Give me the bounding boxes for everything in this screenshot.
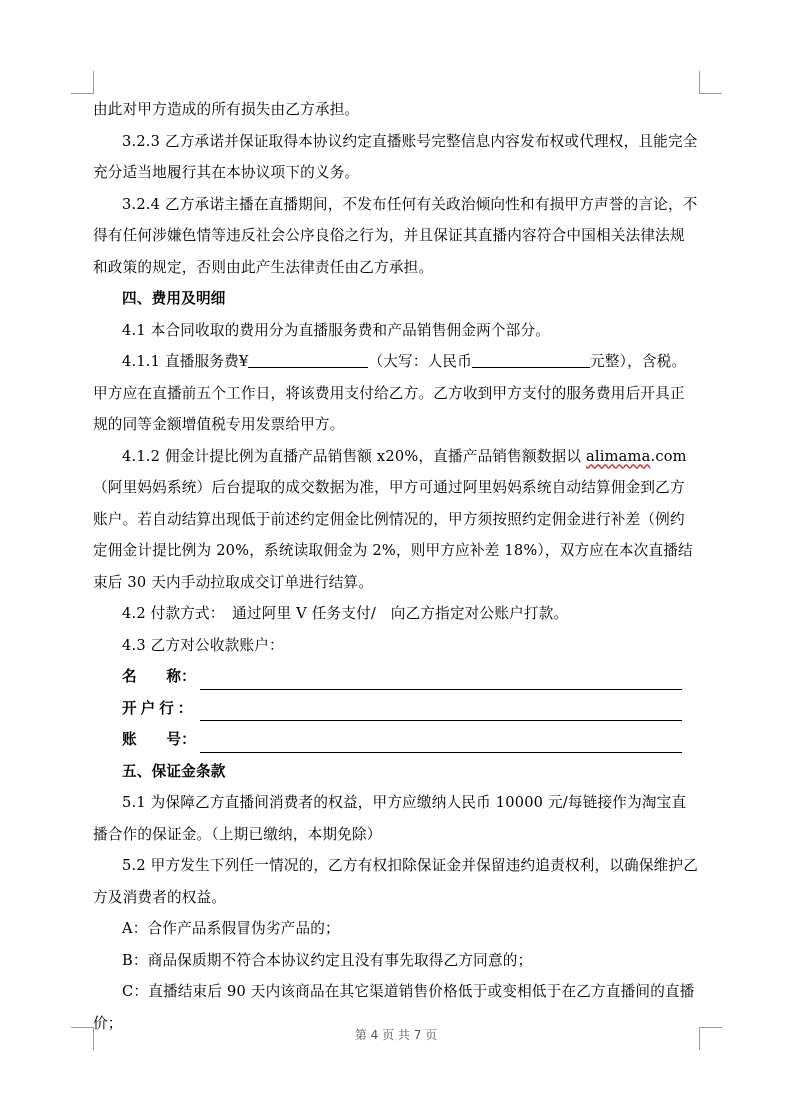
spellcheck-underlined-word: alimama xyxy=(585,447,651,465)
crop-mark-top-right xyxy=(699,71,722,94)
account-name-label: 名 称： xyxy=(122,668,196,685)
clause-5-2: 5.2 甲方发生下列任一情况的，乙方有权扣除保证金并保留违约追责权利，以确保维护乙方及消费者的权益。 xyxy=(93,857,699,906)
crop-mark-top-left xyxy=(71,71,94,94)
paragraph-continuation: 由此对甲方造成的所有损失由乙方承担。 xyxy=(93,101,360,118)
service-fee-uppercase-blank[interactable] xyxy=(472,352,590,368)
clause-5-2-b: B：商品保质期不符合本协议约定且没有事先取得乙方同意的； xyxy=(122,951,533,969)
account-name-row xyxy=(93,661,699,693)
clause-3-2-3: 3.2.3 乙方承诺并保证取得本协议约定直播账号完整信息内容发布权或代理权，且能完全充分适当地履行其在本协议项下的义务。 xyxy=(93,132,698,181)
clause-4-3: 4.3 乙方对公收款账户： xyxy=(122,636,284,654)
clause-4-1-2 xyxy=(93,441,699,599)
clause-4-1: 4.1 本合同收取的费用分为直播服务费和产品销售佣金两个部分。 xyxy=(122,321,551,339)
account-number-label: 账 号： xyxy=(122,731,196,748)
clause-5-1: 5.1 为保障乙方直播间消费者的权益，甲方应缴纳人民币 10000 元/每链接作为淘宝直播合作的保证金。（上期已缴纳，本期免除） xyxy=(93,794,687,843)
document-body xyxy=(93,94,699,1039)
section-heading-4: 四、费用及明细 xyxy=(122,290,226,307)
account-number-field[interactable] xyxy=(200,730,682,753)
clause-3-2-4: 3.2.4 乙方承诺主播在直播期间，不发布任何有关政治倾向性和有损甲方声誉的言论，不得有任何涉嫌色情等违反社会公序良俗之行为，并且保证其直播内容符合中国相关法律法规和政策的规定，否则由此产生法律责任由乙方承担。 xyxy=(93,195,698,276)
account-bank-label: 开户行： xyxy=(122,699,197,717)
account-name-field[interactable] xyxy=(200,667,682,690)
clause-4-1-2-part-a: 4.1.2 佣金计提比例为直播产品销售额 x20%，直播产品销售额数据以 xyxy=(122,447,586,465)
clause-4-2: 4.2 付款方式： 通过阿里 V 任务支付/ 向乙方指定对公账户打款。 xyxy=(122,605,569,622)
clause-5-2-c: C：直播结束后 90 天内该商品在其它渠道销售价格低于或变相低于在乙方直播间的直播价； xyxy=(93,983,695,1032)
account-bank-field[interactable] xyxy=(200,698,682,721)
account-bank-row xyxy=(93,693,699,725)
clause-4-1-1-part-c: 元整），含税。甲方应在直播前五个工作日，将该费用支付给乙方。乙方收到甲方支付的服务费用后开具正规的同等金额增值税专用发票给甲方。 xyxy=(93,353,687,433)
page-number-footer: 第 4 页 共 7 页 xyxy=(354,1028,438,1042)
clause-4-1-1 xyxy=(93,346,699,441)
clause-5-2-a: A：合作产品系假冒伪劣产品的； xyxy=(122,920,340,937)
clause-4-1-1-part-a: 4.1.1 直播服务费¥ xyxy=(122,353,249,370)
account-number-row xyxy=(93,724,699,756)
section-heading-5: 五、保证金条款 xyxy=(122,762,226,780)
service-fee-blank[interactable] xyxy=(248,352,368,368)
clause-4-1-2-part-b: .com（阿里妈妈系统）后台提取的成交数据为准，甲方可通过阿里妈妈系统自动结算佣金到乙方账户。若自动结算出现低于前述约定佣金比例情况的，甲方须按照约定佣金进行补差（例约定佣金计提比例为 20%，系统读取佣金为 2%，则甲方应补差 18%），双方应在本次直播结束后 30 天内手动拉取成交订单进行结算。 xyxy=(93,447,693,591)
clause-4-1-1-part-b: （大写：人民币 xyxy=(368,353,472,370)
